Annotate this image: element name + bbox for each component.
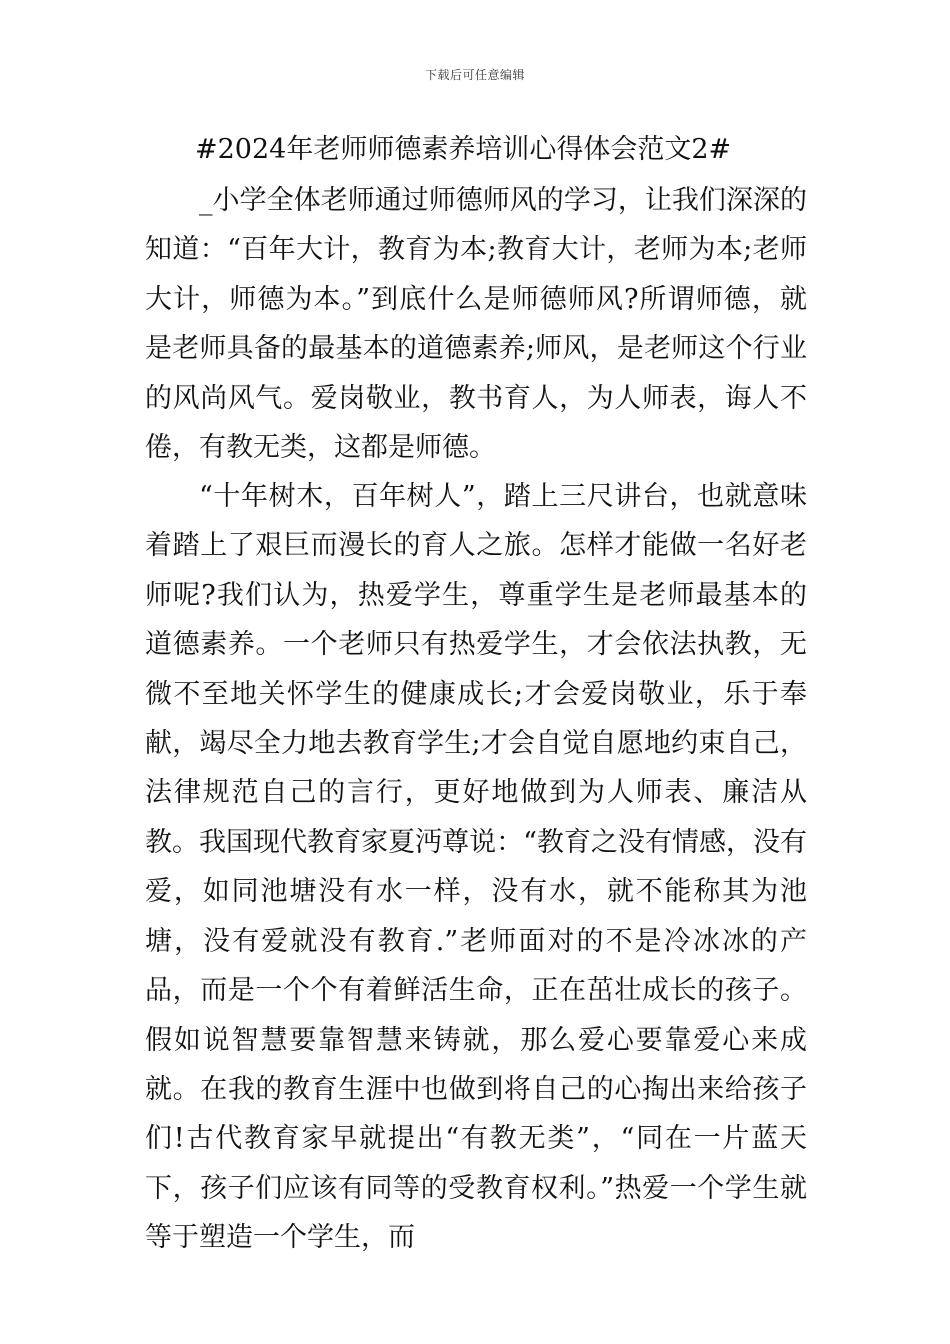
paragraph-block-3	[145, 818, 807, 1263]
paragraph-2: “十年树木，百年树人”，踏上三尺讲台，也就意味着踏上了艰巨而漫长的育人之旅。怎样才能做一名好老师呢?我们认为，热爱学生，尊重学生是老师最基本的道德素养。一个老师只有热爱学生，才会依法执教，无微不至地关怀学生的健康成长;才会爱岗敬业，乐于奉献，竭尽全力地去教育学生;才会自觉自愿地约束自己，法律规范自己的言行，更好地做到为人师表、廉洁从教。	[145, 481, 807, 858]
paragraph-3: 我国现代教育家夏沔尊说：“教育之没有情感，没有爱，如同池塘没有水一样，没有水，就不能称其为池塘，没有爱就没有教育.”老师面对的不是冷冰冰的产品，而是一个个有着鲜活生命，正在茁壮成长的孩子。假如说智慧要靠智慧来铸就，那么爱心要靠爱心来成就。在我的教育生涯中也做到将自己的心掏出来给孩子们!古代教育家早就提出“有教无类”，“同在一片蓝天下，孩子们应该有同等的受教育权利。”热爱一个学生就等于塑造一个学生，而	[145, 827, 807, 1254]
paragraph-1: _小学全体老师通过师德师风的学习，让我们深深的知道：“百年大计，教育为本;教育大计，老师为本;老师大计，师德为本。”到底什么是师德师风?所谓师德，就是老师具备的最基本的道德素养;师风，是老师这个行业的风尚风气。爱岗敬业，教书育人，为人师表，诲人不倦，有教无类，这都是师德。	[145, 185, 807, 464]
header-note: 下载后可任意编辑	[424, 68, 525, 82]
document-title: #2024年老师师德素养培训心得体会范文2#	[195, 134, 732, 165]
paragraph-block-2	[145, 472, 807, 867]
paragraph-block-1	[145, 176, 807, 472]
